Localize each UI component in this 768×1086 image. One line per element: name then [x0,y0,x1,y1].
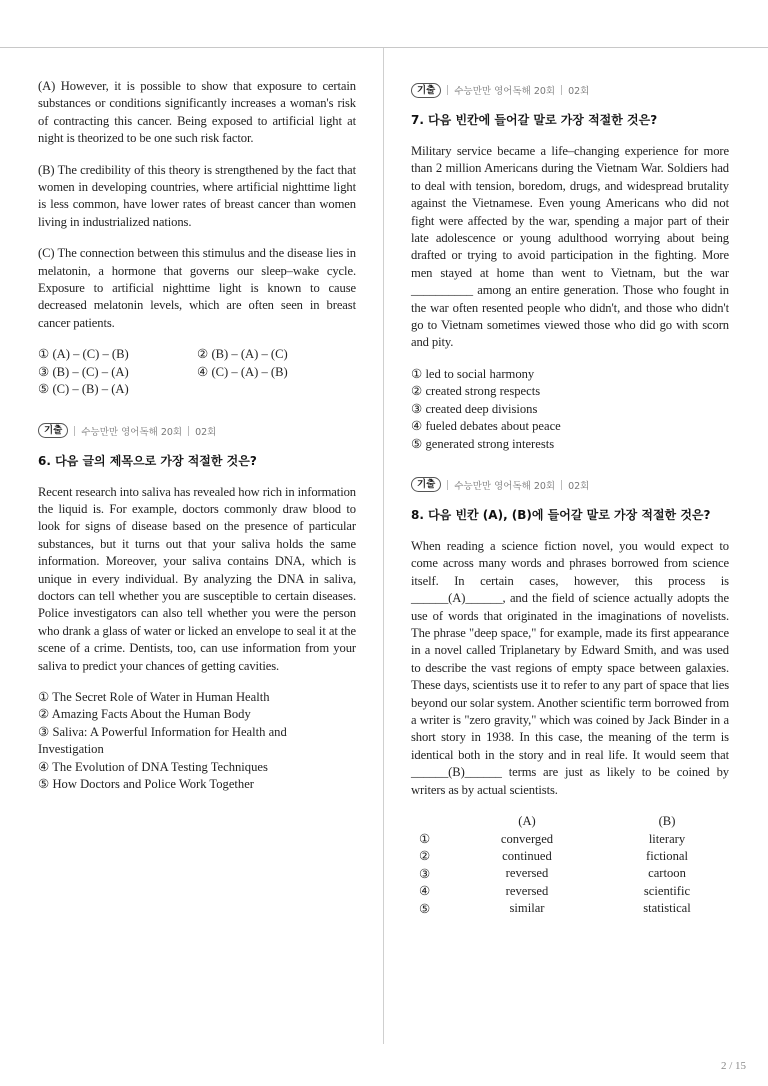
tag-separator [561,480,562,490]
column-divider [383,48,384,1044]
choice-number: ① [419,832,431,847]
q6-choice-4[interactable]: ④ The Evolution of DNA Testing Techniques [38,759,268,774]
tag-separator [447,480,448,490]
q6-choices [38,689,356,793]
page-number: 2 / 15 [720,1060,746,1072]
q6-source-tag [38,421,356,441]
q8-answer-table [419,813,721,917]
passage-paragraph-c: (C) The connection between this stimulus and the disease lies in melatonin, a hormone that governs our sleep–wake cycle. Exposure to artificial nighttime light is known to cause decreased melatonin levels, which are often seen in breast cancer patients. [38,246,356,330]
q8-source-tag [411,475,729,495]
choice-b: cartoon [648,866,686,881]
order-choice-5[interactable]: ⑤ (C) – (B) – (A) [38,382,129,397]
choice-b: scientific [643,883,691,898]
q8-answer-row[interactable] [419,900,721,917]
q6-choice-2[interactable]: ② Amazing Facts About the Human Body [38,707,251,722]
choice-number: ② [419,849,431,864]
choice-a: converged [500,831,554,846]
q6-title: 6. 다음 글의 제목으로 가장 적절한 것은? [38,453,257,468]
q6-choice-3-cont[interactable]: Investigation [38,742,104,757]
q7-choice-2[interactable]: ② created strong respects [411,384,541,399]
q7-source: 수능만만 영어독해 20회 [454,86,556,97]
q8-answer-row[interactable] [419,848,721,865]
q8-badge: 기출 [411,477,441,492]
tag-separator [188,426,189,436]
choice-number: ⑤ [419,901,431,916]
q7-choices [411,366,729,453]
q7-choice-5[interactable]: ⑤ generated strong interests [411,436,555,451]
q7-source-tag [411,80,729,100]
order-choice-2[interactable]: ② (B) – (A) – (C) [197,347,288,362]
q7-title: 7. 다음 빈칸에 들어갈 말로 가장 적절한 것은? [411,113,658,127]
choice-b: literary [648,831,686,846]
order-choice-3[interactable]: ③ (B) – (C) – (A) [38,364,129,379]
q6-code: 02회 [195,426,217,438]
q7-badge: 기출 [411,83,441,98]
passage-paragraph-b: (B) The credibility of this theory is strengthened by the fact that women in developing countries, where artificial nighttime light is less common, have lower rates of breast cancer than women living in industrialized nations. [38,162,356,229]
header-b: (B) [658,814,676,829]
q7-passage: Military service became a life–changing experience for more than 2 million Americans during the Vietnam War. Soldiers had to deal with tension, boredom, drugs, and widespread brutality against the Vietnamese. Even young Americans who did not fight were affected by the war, spending a major part of their late adolescence or young adulthood worrying about being drafted or trying to avoid participation in the fighting. More men stayed at home than went to Vietnam, but the war __________ among an entire generation. Those who fought in the war often resented people who didn't, and those who didn't go to Vietnam sometimes viewed those who did go with scorn and pity. [411,144,729,350]
q6-choice-3[interactable]: ③ Saliva: A Powerful Information for Health and [38,724,287,739]
order-choices [38,346,356,398]
header-a: (A) [518,814,536,829]
tag-separator [74,426,75,436]
q8-answer-row[interactable] [419,830,721,847]
q8-title: 8. 다음 빈칸 (A), (B)에 들어갈 말로 가장 적절한 것은? [411,507,711,522]
q7-code: 02회 [568,86,590,97]
left-column [38,78,356,815]
right-column [411,80,729,917]
q6-source: 수능만만 영어독해 20회 [81,426,183,438]
q8-passage: When reading a science fiction novel, you would expect to come across many words and phrases borrowed from science itself. In certain cases, however, this process is ______(A)______, and the field of science actually adopts the use of words that originated in the imaginations of novelists. The phrase "deep space," for example, made its first appearance in a novel called Triplanetary by Edward Smith, and was used to describe the vast regions of empty space between galaxies. These days, scientists use it to refer to any part of space that lies beyond our solar system. Another scientific term borrowed from a writer is "zero gravity," which was coined by Jack Binder in a short story in 1938. In this case, the meaning of the term is identical both in the story and in real life. It would seem that ______(B)______ terms are just as likely to be coined by writers as by actual scientists. [411,538,730,797]
q7-choice-4[interactable]: ④ fueled debates about peace [411,419,561,434]
q8-answer-row[interactable] [419,865,721,882]
q6-passage: Recent research into saliva has revealed how rich in information the liquid is. For example, doctors commonly draw blood to look for signs of disease based on the presence of particular substances, but it turns out that your saliva holds the same information. Moreover, your saliva contains DNA, which is unique in every individual. By analyzing the DNA in saliva, doctors can tell whether you are susceptible to certain diseases. Police investigators can also tell whether you were the person who drank a glass of water or licked an envelope to seal it at the scene of a crime. Dentists, too, can use information from your saliva to predict your chances of getting cavities. [38,484,356,673]
q7-choice-3[interactable]: ③ created deep divisions [411,401,538,416]
choice-a: reversed [505,866,549,881]
q8-source: 수능만만 영어독해 20회 [454,480,556,492]
choice-a: reversed [505,883,549,898]
q8-code: 02회 [568,480,590,492]
choice-b: fictional [646,848,688,863]
tag-separator [561,85,562,95]
q6-choice-1[interactable]: ① The Secret Role of Water in Human Health [38,689,270,704]
q6-choice-5[interactable]: ⑤ How Doctors and Police Work Together [38,777,254,791]
header-rule [0,47,768,48]
q8-answer-header [419,813,721,830]
q7-choice-1[interactable]: ① led to social harmony [411,366,535,381]
order-choice-4[interactable]: ④ (C) – (A) – (B) [197,364,288,379]
passage-paragraph-a: (A) However, it is possible to show that exposure to certain substances or conditions significantly increases a woman's risk of contracting this cancer. Being exposed to artificial light at night is theorized to be one such risk factor. [38,79,356,146]
choice-number: ③ [419,866,431,881]
order-choice-1[interactable]: ① (A) – (C) – (B) [38,347,129,362]
tag-separator [447,85,448,95]
q6-badge: 기출 [38,423,68,438]
choice-a: similar [509,901,545,916]
choice-number: ④ [419,884,431,899]
q8-answer-row[interactable] [419,883,721,900]
choice-a: continued [502,848,552,863]
choice-b: statistical [643,901,691,916]
